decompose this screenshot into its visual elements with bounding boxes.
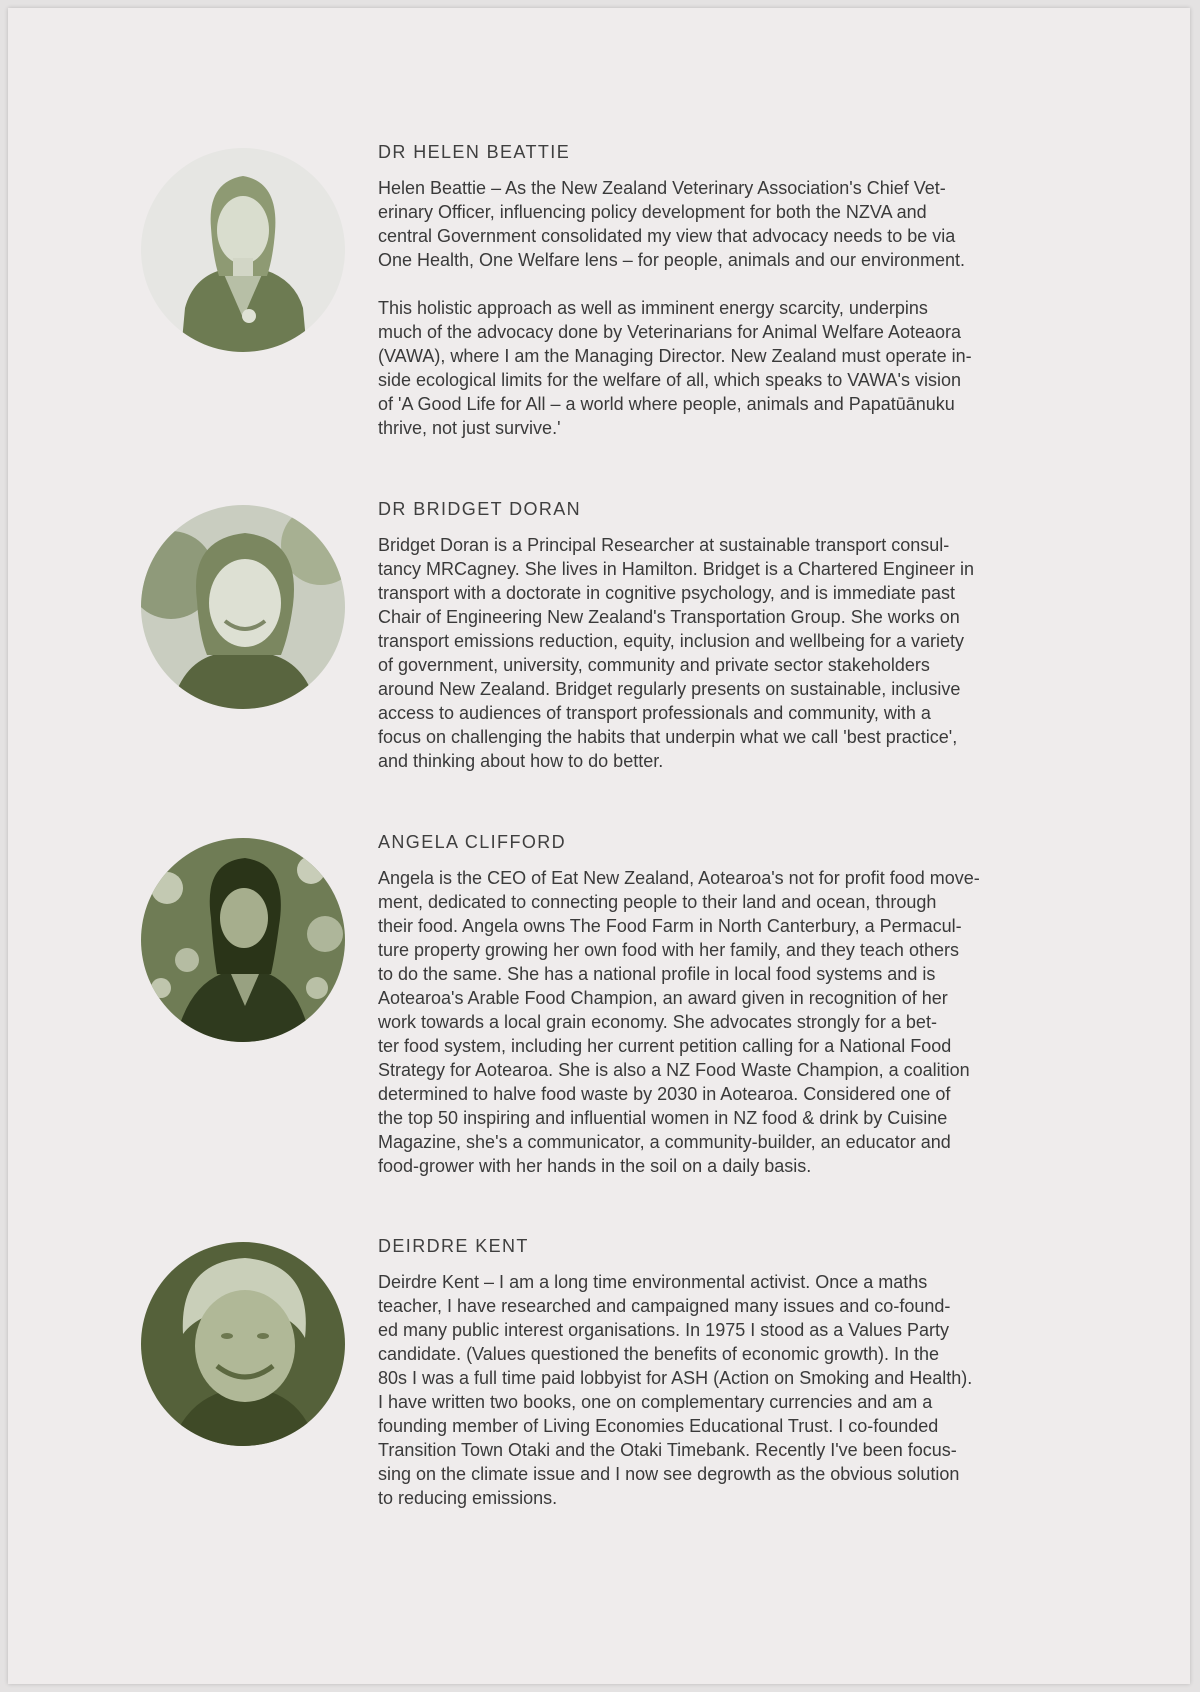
portrait-illustration: [141, 838, 345, 1042]
person-name: DR BRIDGET DORAN: [378, 499, 582, 519]
bio-paragraph: Bridget Doran is a Principal Researcher at sustainable transport consul- tancy MRCagney. She lives in Hamilton. Bridget is a Chartered Engineer in transport with a doctorate in cognitive psychology, and is immediate past Chair of Engineering New Zealand's Transportation Group. She works on transport emissions reduction, equity, inclusion and wellbeing for a variety of government, university, community and private sector stakeholders around New Zealand. Bridget regularly presents on sustainable, inclusive access to audiences of transport professionals and community, with a focus on challenging the habits that underpin what we call 'best practice', and thinking about how to do better.: [378, 535, 974, 771]
person-bio: [378, 176, 1078, 440]
portrait-illustration: [141, 148, 345, 352]
bio-paragraph: This holistic approach as well as imminent energy scarcity, underpins much of the advocacy done by Veterinarians for Animal Welfare Aoteaora (VAWA), where I am the Managing Director. New Zealand must operate in- side ecological limits for the welfare of all, which speaks to VAWA's vision of 'A Good Life for All – a world where people, animals and Papatūānuku thrive, not just survive.': [378, 298, 972, 438]
person-name: ANGELA CLIFFORD: [378, 832, 567, 852]
person-name: DR HELEN BEATTIE: [378, 142, 571, 162]
portrait-photo-bridget-doran: [141, 505, 345, 709]
person-name: DEIRDRE KENT: [378, 1236, 529, 1256]
person-bio: [378, 866, 1078, 1178]
bio-paragraph: Deirdre Kent – I am a long time environmental activist. Once a maths teacher, I have researched and campaigned many issues and co-found- ed many public interest organisations. In 1975 I stood as a Values Party candidate. (Values questioned the benefits of economic growth). In the 80s I was a full time paid lobbyist for ASH (Action on Smoking and Health). I have written two books, one on complementary currencies and am a founding member of Living Economies Educational Trust. I co-founded Transition Town Otaki and the Otaki Timebank. Recently I've been focus- sing on the climate issue and I now see degrowth as the obvious solution to reducing emissions.: [378, 1272, 973, 1508]
bio-paragraph: Helen Beattie – As the New Zealand Veterinary Association's Chief Vet- erinary Officer, influencing policy development for both the NZVA and central Government consolidated my view that advocacy needs to be via One Health, One Welfare lens – for people, animals and our environment.: [378, 178, 965, 270]
bio-paragraph: Angela is the CEO of Eat New Zealand, Aotearoa's not for profit food move- ment, dedicated to connecting people to their land and ocean, through their food. Angela owns The Food Farm in North Canterbury, a Permacul- ture property growing her own food with her family, and they teach others to do the same. She has a national profile in local food systems and is Aotearoa's Arable Food Champion, an award given in recognition of her work towards a local grain economy. She advocates strongly for a bet- ter food system, including her current petition calling for a National Food Strategy for Aotearoa. She is also a NZ Food Waste Champion, a coalition determined to halve food waste by 2030 in Aotearoa. Considered one of the top 50 inspiring and influential women in NZ food & drink by Cuisine Magazine, she's a communicator, a community-builder, an educator and food-grower with her hands in the soil on a daily basis.: [378, 868, 980, 1176]
person-bio: [378, 533, 1078, 773]
person-bio: [378, 1270, 1078, 1510]
portrait-illustration: [141, 1242, 345, 1446]
portrait-photo-deirdre-kent: [141, 1242, 345, 1446]
document-page: [8, 8, 1190, 1684]
portrait-photo-helen-beattie: [141, 148, 345, 352]
portrait-photo-angela-clifford: [141, 838, 345, 1042]
portrait-illustration: [141, 505, 345, 709]
